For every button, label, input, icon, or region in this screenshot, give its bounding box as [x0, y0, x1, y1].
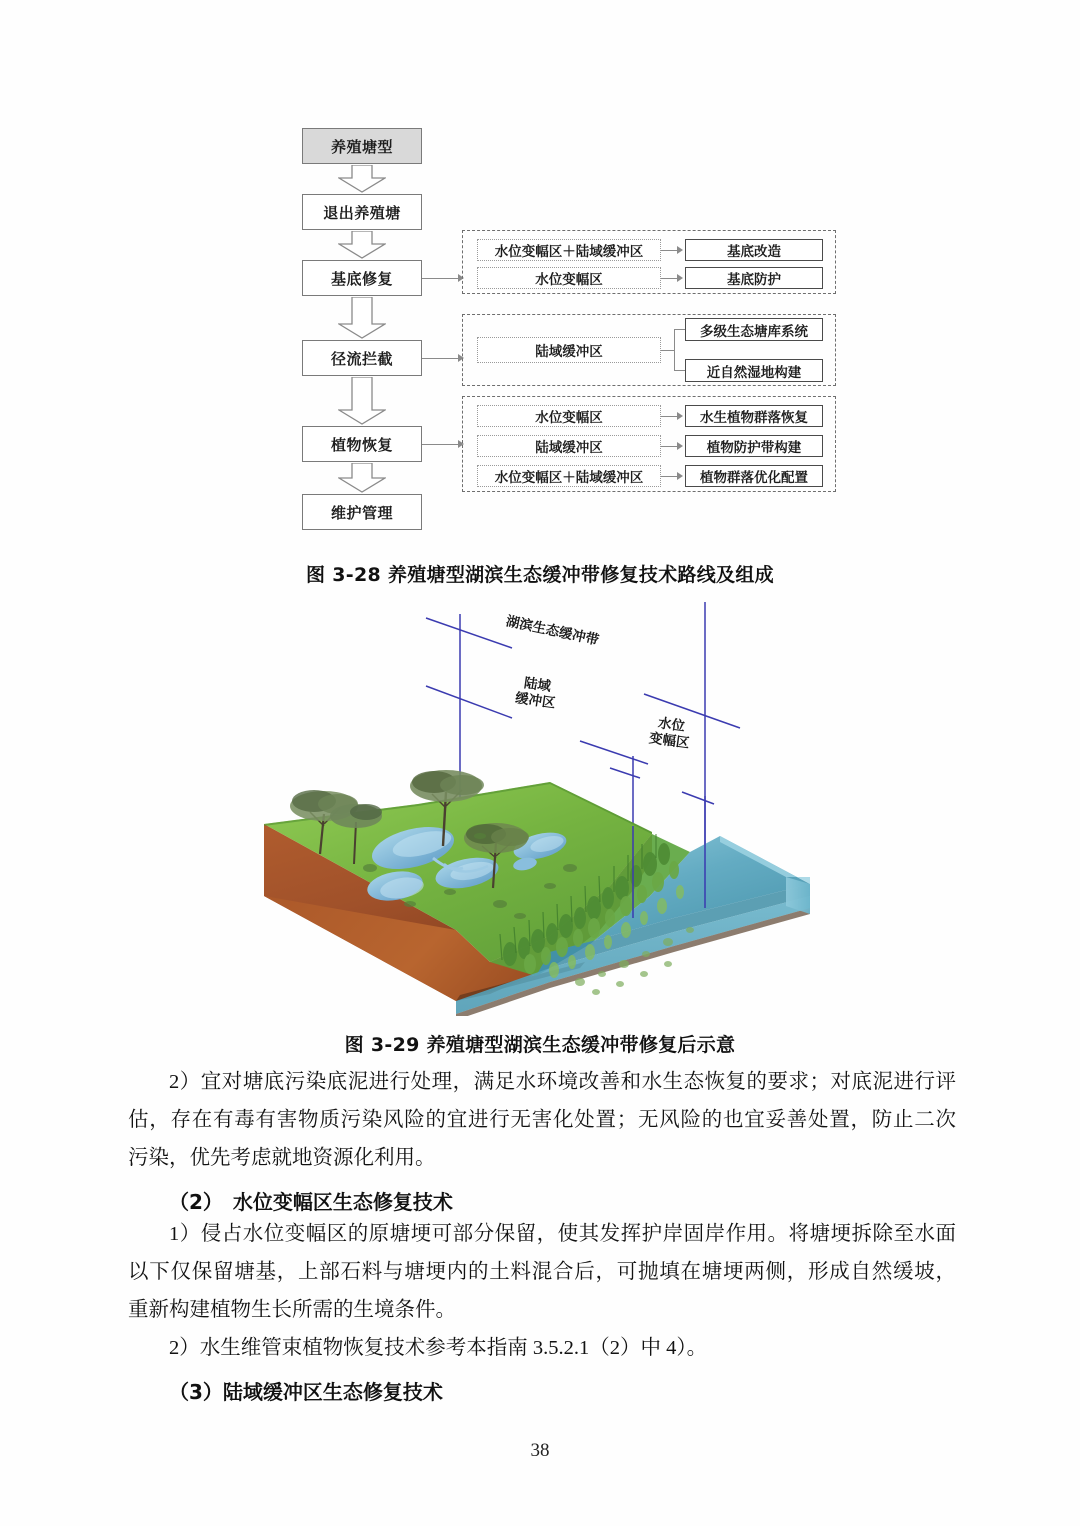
heading-water-level-zone-tech: （2） 水位变幅区生态修复技术 [169, 1190, 453, 1214]
figure-3-28-flowchart [280, 128, 850, 548]
row-arrowhead [677, 442, 683, 450]
bracket-stem [661, 350, 675, 351]
row-arrowhead [677, 472, 683, 480]
action-box [685, 435, 823, 457]
row-arrowhead [677, 412, 683, 420]
flow-step-label: 径流拦截 [330, 349, 393, 368]
zone-label: 水位变幅区＋陆域缓冲区 [494, 244, 644, 260]
paragraph-1-line-2: 估，存在有毒有害物质污染风险的宜进行无害化处置；无风险的也宜妥善处置，防止二次 [128, 1109, 956, 1131]
flow-step-label: 基底修复 [330, 269, 393, 288]
action-label: 水生植物群落恢复 [700, 410, 808, 426]
block-arrow-1 [338, 165, 386, 193]
paragraph-2-line-1: 1）侵占水位变幅区的原塘埂可部分保留，使其发挥护岸固岸作用。将塘埂拆除至水面 [169, 1223, 956, 1245]
paragraph-2-line-2: 以下仅保留塘基，上部石料与塘埂内的土料混合后，可抛填在塘埂两侧，形成自然缓坡， [128, 1261, 956, 1283]
figure-3-29-caption: 图 3-29 养殖塘型湖滨生态缓冲带修复后示意 [344, 1034, 736, 1056]
paragraph-2-line-3: 重新构建植物生长所需的生境条件。 [128, 1299, 456, 1321]
flow-step-label: 退出养殖塘 [323, 203, 401, 222]
zone-box [477, 465, 661, 487]
row-arrowhead [677, 246, 683, 254]
label-water-level-fluctuation-zone: 水位 变幅区 [648, 715, 691, 752]
flow-step-breeding-pond-type [302, 128, 422, 164]
flow-step-label: 植物恢复 [330, 435, 393, 454]
action-label: 植物群落优化配置 [700, 470, 808, 486]
label-lakeside-buffer-zone: 湖滨生态缓冲带 [504, 613, 601, 649]
action-box [685, 405, 823, 427]
action-label: 基底防护 [727, 272, 781, 288]
bracket-spine [674, 329, 675, 371]
label-terrestrial-buffer-zone: 陆域 缓冲区 [514, 675, 557, 712]
flow-step-substrate-restoration [302, 260, 422, 296]
flow-step-vegetation-restoration [302, 426, 422, 462]
row-arrowhead [677, 274, 683, 282]
paragraph-1-line-1: 2）宜对塘底污染底泥进行处理，满足水环境改善和水生态恢复的要求；对底泥进行评 [169, 1071, 956, 1093]
paragraph-3-line-1: 2）水生维管束植物恢复技术参考本指南 3.5.2.1（2）中 4）。 [169, 1337, 708, 1359]
connector-group2 [422, 358, 460, 359]
flow-step-label: 维护管理 [330, 503, 393, 522]
group-substrate-restoration [462, 230, 836, 294]
paragraph-1-line-3: 污染，优先考虑就地资源化利用。 [128, 1147, 436, 1169]
block-arrow-4 [338, 377, 386, 425]
zone-box [477, 239, 661, 261]
block-arrow-3 [338, 297, 386, 339]
zone-label: 水位变幅区 [535, 410, 603, 426]
action-box [685, 465, 823, 487]
zone-label: 水位变幅区＋陆域缓冲区 [494, 470, 644, 486]
block-arrow-2 [338, 231, 386, 259]
flow-step-label: 养殖塘型 [330, 137, 393, 156]
flow-step-maintenance-management [302, 494, 422, 530]
terrain-block-diagram [250, 596, 840, 1016]
action-box [685, 359, 823, 382]
group-runoff-interception [462, 314, 836, 386]
figure-3-29-illustration [250, 596, 840, 1016]
action-box [685, 318, 823, 341]
zone-box [477, 435, 661, 457]
action-label: 多级生态塘库系统 [700, 323, 808, 340]
heading-terrestrial-buffer-tech: （3）陆域缓冲区生态修复技术 [169, 1380, 443, 1404]
action-box [685, 267, 823, 289]
flow-step-exit-pond [302, 194, 422, 230]
block-arrow-5 [338, 463, 386, 493]
group-vegetation-restoration [462, 396, 836, 492]
action-label: 植物防护带构建 [706, 440, 802, 456]
zone-box [477, 405, 661, 427]
zone-label: 水位变幅区 [535, 272, 603, 288]
figure-3-28-caption: 图 3-28 养殖塘型湖滨生态缓冲带修复技术路线及组成 [306, 564, 774, 586]
zone-label: 陆域缓冲区 [535, 440, 603, 456]
action-label: 基底改造 [727, 244, 781, 260]
connector-group3 [422, 444, 460, 445]
page-number: 38 [530, 1440, 550, 1461]
zone-box [477, 267, 661, 289]
zone-box [477, 337, 661, 363]
action-label: 近自然湿地构建 [706, 364, 802, 381]
connector-group1 [422, 278, 460, 279]
flow-step-runoff-interception [302, 340, 422, 376]
zone-label: 陆域缓冲区 [535, 344, 603, 360]
action-box [685, 239, 823, 261]
